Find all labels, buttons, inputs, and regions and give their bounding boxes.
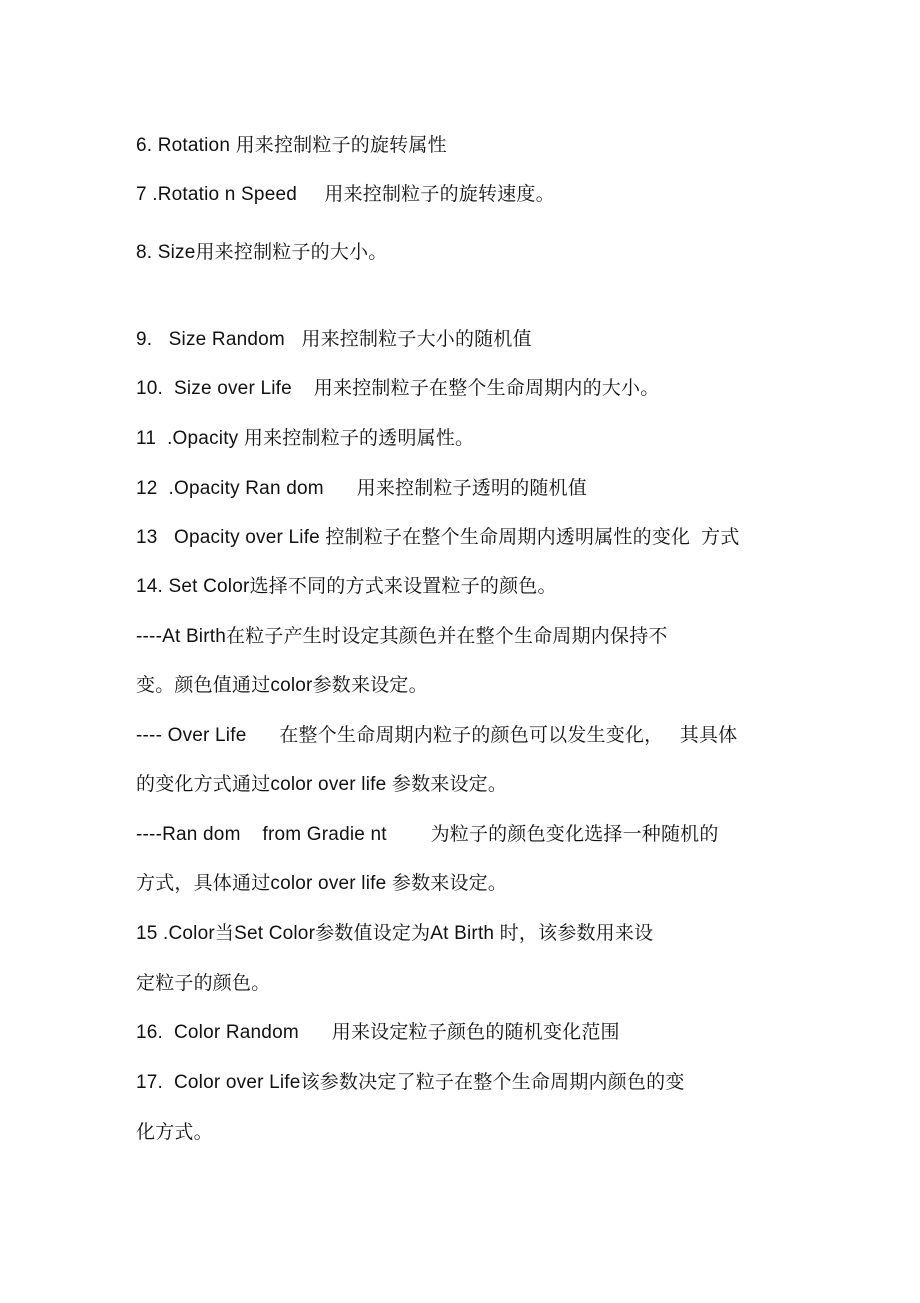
text-line: 16. Color Random 用来设定粒子颜色的随机变化范围 [136, 1022, 620, 1043]
text-line: 13 Opacity over Life 控制粒子在整个生命周期内透明属性的变化 方式 [136, 527, 740, 548]
text-line: ----Ran dom from Gradie nt 为粒子的颜色变化选择一种随机的 [136, 824, 719, 845]
text-line: 化方式。 [136, 1122, 213, 1143]
text-line: 10. Size over Life 用来控制粒子在整个生命周期内的大小。 [136, 378, 660, 399]
text-line: 定粒子的颜色。 [136, 973, 271, 994]
text-line: 的变化方式通过color over life 参数来设定。 [136, 774, 508, 795]
text-line: 变。颜色值通过color参数来设定。 [136, 675, 428, 696]
text-line: 8. Size用来控制粒子的大小。 [136, 242, 388, 263]
text-line: 14. Set Color选择不同的方式来设置粒子的颜色。 [136, 576, 557, 597]
text-line: 方式，具体通过color over life 参数来设定。 [136, 873, 508, 894]
text-line: 11 .Opacity 用来控制粒子的透明属性。 [136, 428, 475, 449]
text-line: 12 .Opacity Ran dom 用来控制粒子透明的随机值 [136, 478, 588, 499]
text-line: ---- Over Life 在整个生命周期内粒子的颜色可以发生变化， 其具体 [136, 725, 738, 746]
text-line: 7 .Rotatio n Speed 用来控制粒子的旋转速度。 [136, 184, 555, 205]
text-line: 9. Size Random 用来控制粒子大小的随机值 [136, 329, 532, 350]
text-line: 17. Color over Life该参数决定了粒子在整个生命周期内颜色的变 [136, 1072, 685, 1093]
text-line: 6. Rotation 用来控制粒子的旋转属性 [136, 135, 447, 156]
text-line: 15 .Color当Set Color参数值设定为At Birth 时，该参数用来设 [136, 923, 654, 944]
text-line: ----At Birth在粒子产生时设定其颜色并在整个生命周期内保持不 [136, 626, 668, 647]
